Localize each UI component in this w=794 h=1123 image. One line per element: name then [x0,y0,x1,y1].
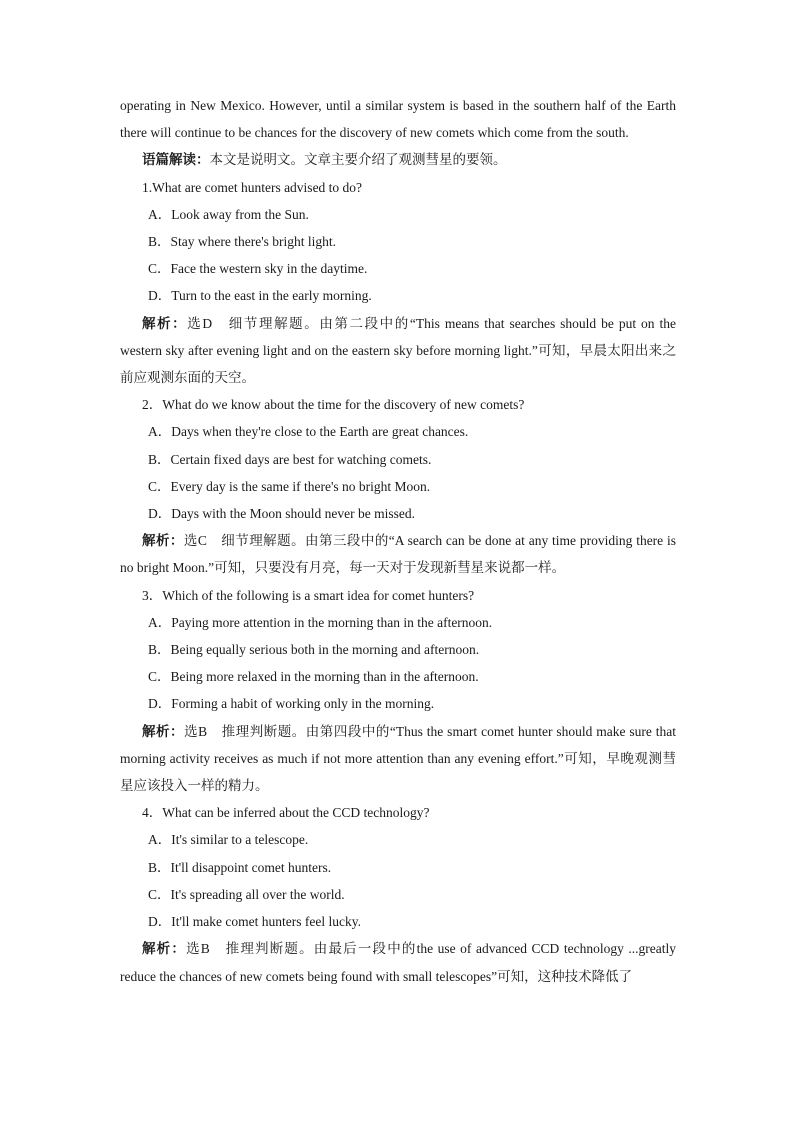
explanation-label: 解析： [142,533,184,549]
summary-label: 语篇解读： [142,152,210,168]
option-c: C．It's spreading all over the world. [148,886,345,902]
question-1 [120,174,676,392]
option-a: A．It's similar to a telescope. [148,832,309,848]
option-b: B．Certain fixed days are best for watching comets. [148,451,432,467]
explanation-text: 选D 细节理解题。由第二段中的“This means that searches should be put on the western sky after evening light and on the eastern sky before morning light.”可知，早晨太阳出来之前应观测东面的天空。 [120,315,677,386]
question-2 [120,391,676,581]
page-content [120,92,676,990]
question-explanation [120,310,676,392]
question-explanation [120,718,676,800]
explanation-label: 解析： [142,315,188,331]
option-c: C．Every day is the same if there's no bright Moon. [148,478,431,494]
question-3 [120,582,676,800]
question-stem: 4．What can be inferred about the CCD technology? [142,805,430,821]
summary-text: 本文是说明文。文章主要介绍了观测彗星的要领。 [209,152,507,168]
question-explanation [120,527,676,581]
explanation-text: 选C 细节理解题。由第三段中的“A search can be done at any time providing there is no bright Moon.”可知，只要没有月亮，每一天对于发现新彗星来说都一样。 [120,533,677,576]
option-a: A．Days when they're close to the Earth are great chances. [148,424,469,440]
explanation-label: 解析： [142,723,185,739]
explanation-text: 选B 推理判断题。由第四段中的“Thus the smart comet hunter should make sure that morning activity receives as much if not more attention than any evening effort.”可知，早晚观测彗星应该投入一样的精力。 [120,723,677,794]
option-c: C．Face the western sky in the daytime. [148,261,368,277]
option-c: C．Being more relaxed in the morning than in the afternoon. [148,669,479,685]
passage-summary [120,146,676,173]
option-a: A．Paying more attention in the morning than in the afternoon. [148,614,493,630]
option-d: D．Turn to the east in the early morning. [148,288,372,304]
question-4 [120,799,676,989]
option-b: B．Stay where there's bright light. [148,234,337,250]
option-d: D．It'll make comet hunters feel lucky. [148,914,361,930]
question-stem: 2．What do we know about the time for the discovery of new comets? [142,397,525,413]
option-b: B．Being equally serious both in the morning and afternoon. [148,642,480,658]
question-stem: 1.What are comet hunters advised to do? [142,179,363,195]
passage-ending: operating in New Mexico. However, until a similar system is based in the southern half of the Earth there will continue to be chances for the discovery of new comets which come from the south. [120,98,676,141]
option-b: B．It'll disappoint comet hunters. [148,859,332,875]
explanation-label: 解析： [142,941,187,957]
explanation-text: 选B 推理判断题。由最后一段中的the use of advanced CCD technology ...greatly reduce the chances of new comets being found with small telescopes”可知，这种技术降低了 [120,941,676,984]
option-d: D．Days with the Moon should never be missed. [148,506,415,522]
question-stem: 3．Which of the following is a smart idea for comet hunters? [142,587,475,603]
question-explanation [120,935,676,989]
option-d: D．Forming a habit of working only in the morning. [148,696,435,712]
option-a: A．Look away from the Sun. [148,206,309,222]
